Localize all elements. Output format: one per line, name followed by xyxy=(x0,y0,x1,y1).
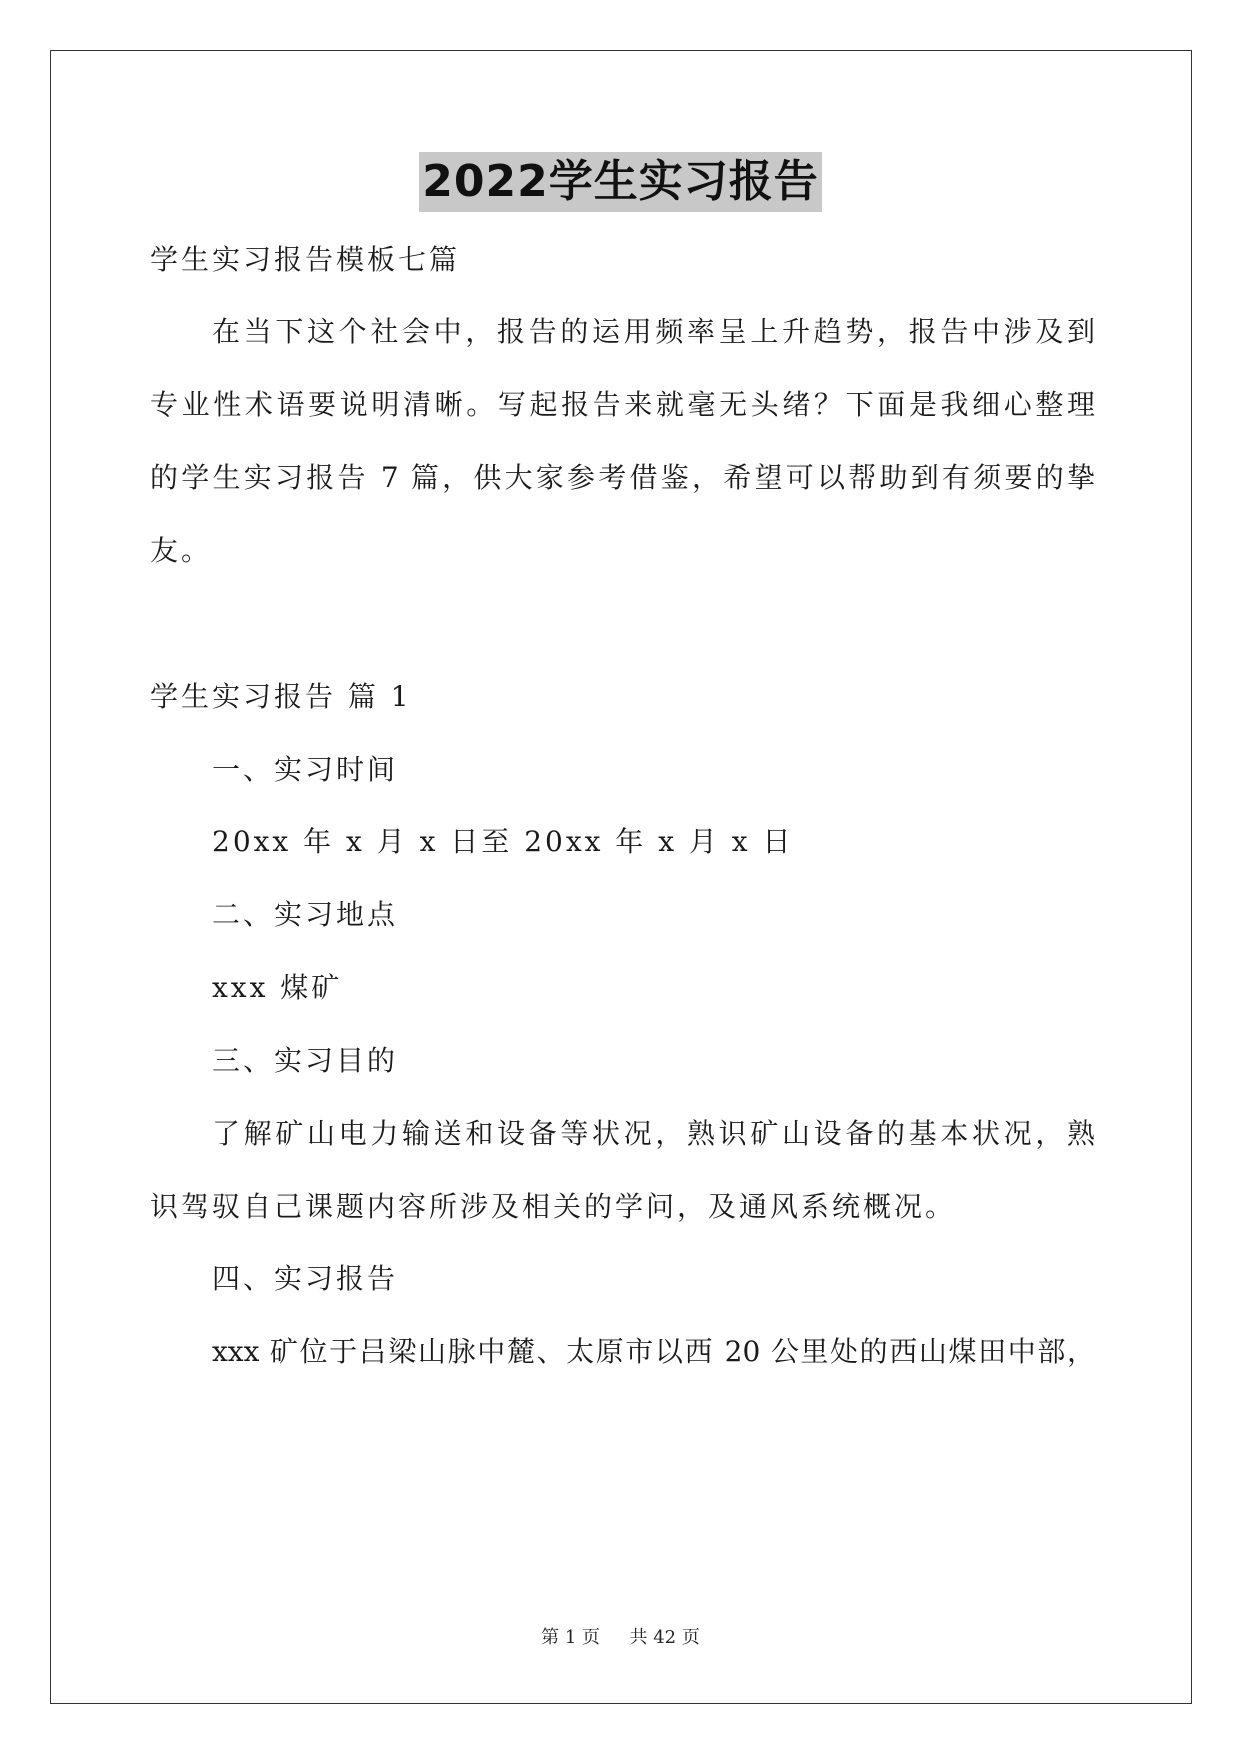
item-purpose-heading: 三、实习目的 xyxy=(212,1044,399,1077)
intro-line-3: 的学生实习报告 7 篇，供大家参考借鉴，希望可以帮助到有须要的挚 xyxy=(150,461,1095,494)
title-container xyxy=(0,152,1241,212)
purpose-line-1: 了解矿山电力输送和设备等状况，熟识矿山设备的基本状况，熟 xyxy=(212,1117,1095,1150)
item-time-heading: 一、实习时间 xyxy=(212,753,399,786)
page-total: 共 42 页 xyxy=(629,1627,700,1648)
report-heading: 四、实习报告 xyxy=(212,1262,399,1295)
intro-line-1: 在当下这个社会中，报告的运用频率呈上升趋势，报告中涉及到 xyxy=(212,315,1095,348)
item-time-value: 20xx 年 x 月 x 日至 20xx 年 x 月 x 日 xyxy=(212,825,794,858)
intro-line-2: 专业性术语要说明清晰。写起报告来就毫无头绪？下面是我细心整理 xyxy=(150,388,1095,421)
report-line-1: xxx 矿位于吕梁山脉中麓、太原市以西 20 公里处的西山煤田中部， xyxy=(212,1335,1095,1368)
document-subtitle: 学生实习报告模板七篇 xyxy=(150,243,461,276)
page-footer xyxy=(0,1626,1241,1650)
document-title: 2022学生实习报告 xyxy=(419,152,821,212)
intro-line-4: 友。 xyxy=(150,534,213,567)
item-place-value: xxx 煤矿 xyxy=(212,971,343,1004)
section-heading: 学生实习报告 篇 1 xyxy=(150,680,412,713)
purpose-line-2: 识驾驭自己课题内容所涉及相关的学问，及通风系统概况。 xyxy=(150,1190,957,1223)
page-number: 第 1 页 xyxy=(541,1627,601,1648)
item-place-heading: 二、实习地点 xyxy=(212,898,399,931)
page-border xyxy=(50,50,1192,1704)
